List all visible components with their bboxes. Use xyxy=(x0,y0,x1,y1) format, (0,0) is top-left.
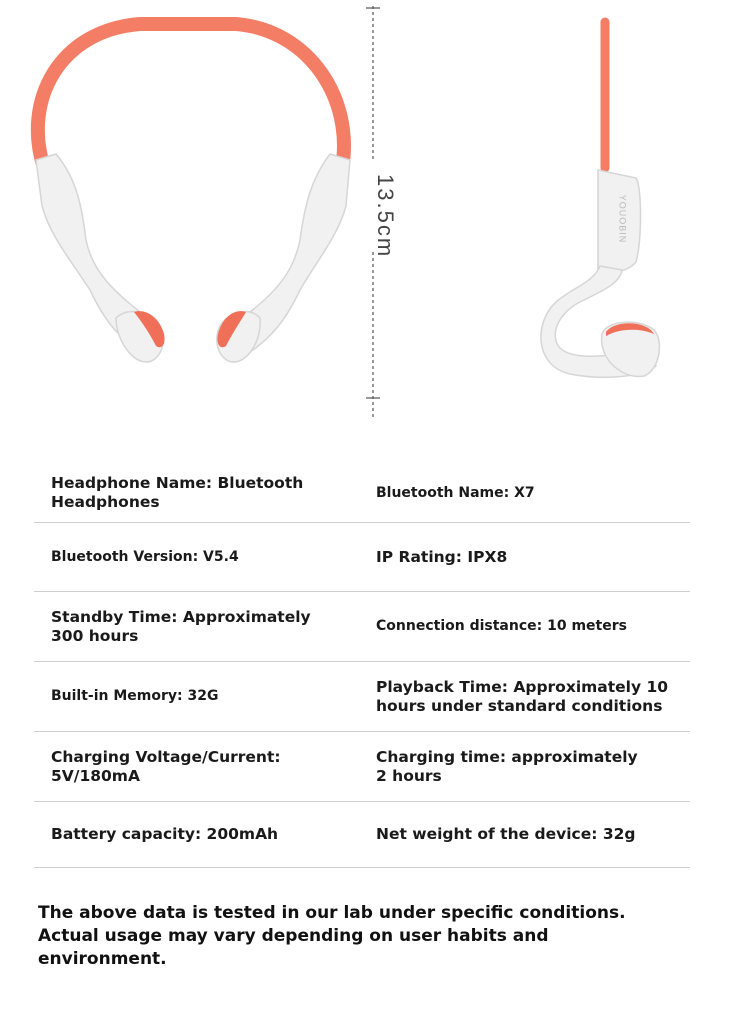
product-images xyxy=(0,0,750,440)
spec-cell-bluetooth-version: Bluetooth Version: V5.4 xyxy=(51,548,239,565)
spec-cell-ip-rating: IP Rating: IPX8 xyxy=(376,547,508,566)
brand-label: YOUOBIN xyxy=(617,194,628,244)
spec-row xyxy=(34,592,690,662)
spec-cell-battery-capacity: Battery capacity: 200mAh xyxy=(51,825,279,843)
spec-cell-headphone-name: Headphone Name: Bluetooth Headphones xyxy=(51,474,304,511)
spec-row xyxy=(34,464,690,523)
spec-row xyxy=(34,662,690,732)
spec-cell-net-weight: Net weight of the device: 32g xyxy=(376,825,636,843)
disclaimer-text: The above data is tested in our lab under specific conditions. Actual usage may vary depending on user habits and environment. xyxy=(38,903,626,969)
dimension-label: 13.5cm xyxy=(373,174,398,259)
spec-table xyxy=(34,464,690,868)
spec-cell-standby-time: Standby Time: Approximately 300 hours xyxy=(51,607,311,645)
spec-cell-playback-time: Playback Time: Approximately 10 hours under standard conditions xyxy=(376,677,669,715)
spec-cell-bluetooth-name: Bluetooth Name: X7 xyxy=(376,484,535,501)
spec-row xyxy=(34,732,690,802)
neckband-front xyxy=(38,24,344,168)
spec-row xyxy=(34,802,690,868)
spec-cell-connection-distance: Connection distance: 10 meters xyxy=(376,618,627,634)
spec-row xyxy=(34,523,690,592)
spec-cell-charging-time: Charging time: approximately 2 hours xyxy=(376,747,638,785)
spec-cell-charging-voltage: Charging Voltage/Current: 5V/180mA xyxy=(51,747,281,785)
spec-cell-built-in-memory: Built-in Memory: 32G xyxy=(51,688,219,704)
